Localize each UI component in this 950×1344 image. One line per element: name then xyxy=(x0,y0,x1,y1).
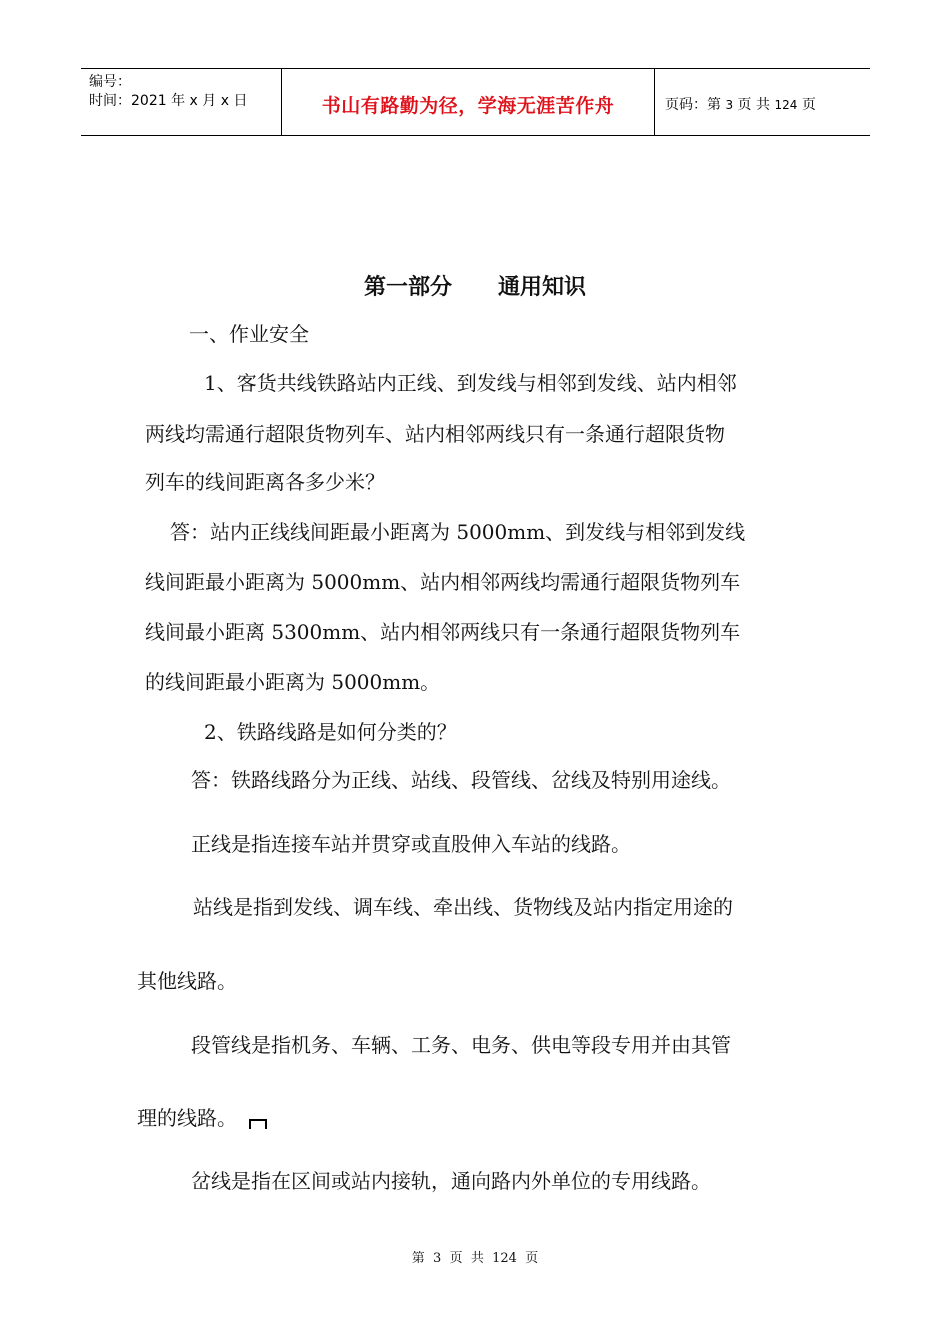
page-total: 124 xyxy=(774,98,798,112)
header-meta xyxy=(89,73,247,111)
question-1-line-1: 1、客货共线铁路站内正线、到发线与相邻到发线、站内相邻 xyxy=(204,371,737,395)
answer-2-line-1: 答：铁路线路分为正线、站线、段管线、岔线及特别用途线。 xyxy=(191,768,731,792)
page-suffix: 页 xyxy=(801,97,816,113)
page-header xyxy=(81,68,870,136)
answer-1-line-2: 线间距最小距离为 5000mm、站内相邻两线均需通行超限货物列车 xyxy=(145,570,741,594)
question-1-line-2: 两线均需通行超限货物列车、站内相邻两线只有一条通行超限货物 xyxy=(145,422,725,446)
page-prefix: 页码：第 xyxy=(665,97,721,113)
answer-1-line-3: 线间最小距离 5300mm、站内相邻两线只有一条通行超限货物列车 xyxy=(145,620,741,644)
paragraph-depot-line-2: 理的线路。 xyxy=(137,1106,237,1130)
document-title: 第一部分 通用知识 xyxy=(364,274,586,300)
paragraph-station-line-1: 站线是指到发线、调车线、牵出线、货物线及站内指定用途的 xyxy=(193,895,733,919)
answer-1-line-1: 答：站内正线线间距最小距离为 5000mm、到发线与相邻到发线 xyxy=(170,520,746,544)
page-mid: 页 共 xyxy=(737,97,770,113)
paragraph-branch-line: 岔线是指在区间或站内接轨，通向路内外单位的专用线路。 xyxy=(191,1169,711,1193)
document-date: 时间：2021 年 x 月 x 日 xyxy=(89,93,248,109)
page-footer: 第 3 页 共 124 页 xyxy=(411,1251,539,1266)
page-current: 3 xyxy=(725,98,734,112)
header-page-info xyxy=(665,94,816,114)
header-motto: 书山有路勤为径，学海无涯苦作舟 xyxy=(321,95,615,117)
paragraph-station-line-2: 其他线路。 xyxy=(137,969,237,993)
header-divider-right xyxy=(654,69,655,135)
answer-1-line-4: 的线间距最小距离为 5000mm。 xyxy=(145,670,441,694)
bracket-mark xyxy=(249,1119,267,1129)
document-number-label: 编号： xyxy=(89,74,131,90)
question-2: 2、铁路线路是如何分类的？ xyxy=(204,720,457,744)
paragraph-depot-line-1: 段管线是指机务、车辆、工务、电务、供电等段专用并由其管 xyxy=(191,1033,731,1057)
question-1-line-3: 列车的线间距离各多少米？ xyxy=(145,470,385,494)
paragraph-mainline: 正线是指连接车站并贯穿或直股伸入车站的线路。 xyxy=(191,832,631,856)
section-heading: 一、作业安全 xyxy=(189,322,309,346)
